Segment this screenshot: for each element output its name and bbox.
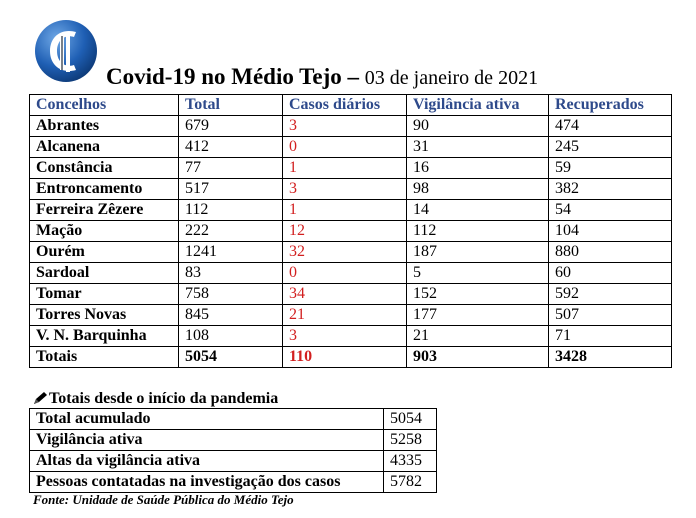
- table-cell: 21: [407, 326, 549, 347]
- summary-label: Altas da vigilância ativa: [30, 451, 384, 472]
- table-cell: 54: [549, 200, 672, 221]
- table-cell: 34: [283, 284, 407, 305]
- table-cell: 507: [549, 305, 672, 326]
- totals-cell: 903: [407, 347, 549, 368]
- table-cell: 187: [407, 242, 549, 263]
- table-cell: 108: [179, 326, 283, 347]
- table-cell: 679: [179, 116, 283, 137]
- totals-cell: 110: [283, 347, 407, 368]
- summary-label: Total acumulado: [30, 409, 384, 430]
- table-cell: 382: [549, 179, 672, 200]
- column-header: Recuperados: [549, 95, 672, 116]
- summary-table: [29, 408, 437, 493]
- table-cell: 1241: [179, 242, 283, 263]
- table-row: [30, 326, 672, 347]
- summary-title: [33, 389, 278, 409]
- table-cell: 112: [407, 221, 549, 242]
- table-cell: 77: [179, 158, 283, 179]
- table-row: [30, 158, 672, 179]
- table-cell: 0: [283, 137, 407, 158]
- table-cell: 21: [283, 305, 407, 326]
- municipality-name: Entroncamento: [30, 179, 179, 200]
- municipality-name: Ferreira Zêzere: [30, 200, 179, 221]
- table-cell: 880: [549, 242, 672, 263]
- column-header: Concelhos: [30, 95, 179, 116]
- title-text: Covid-19 no Médio Tejo –: [106, 64, 360, 89]
- summary-row: [30, 472, 437, 493]
- summary-row: [30, 409, 437, 430]
- table-row: [30, 263, 672, 284]
- table-cell: 83: [179, 263, 283, 284]
- summary-row: [30, 451, 437, 472]
- table-row: [30, 221, 672, 242]
- table-cell: 0: [283, 263, 407, 284]
- municipality-name: Constância: [30, 158, 179, 179]
- table-cell: 104: [549, 221, 672, 242]
- summary-label: Vigilância ativa: [30, 430, 384, 451]
- table-row: [30, 116, 672, 137]
- table-cell: 3: [283, 116, 407, 137]
- table-cell: 222: [179, 221, 283, 242]
- table-cell: 90: [407, 116, 549, 137]
- table-cell: 412: [179, 137, 283, 158]
- totals-cell: 3428: [549, 347, 672, 368]
- municipality-name: V. N. Barquinha: [30, 326, 179, 347]
- table-cell: 98: [407, 179, 549, 200]
- column-header: Casos diários: [283, 95, 407, 116]
- table-cell: 32: [283, 242, 407, 263]
- table-header-row: [30, 95, 672, 116]
- table-cell: 845: [179, 305, 283, 326]
- municipality-name: Mação: [30, 221, 179, 242]
- table-row: [30, 284, 672, 305]
- summary-title-text: Totais desde o início da pandemia: [49, 390, 279, 407]
- table-cell: 112: [179, 200, 283, 221]
- table-cell: 1: [283, 200, 407, 221]
- table-cell: 177: [407, 305, 549, 326]
- table-row: [30, 242, 672, 263]
- table-cell: 1: [283, 158, 407, 179]
- table-cell: 592: [549, 284, 672, 305]
- totals-row: [30, 347, 672, 368]
- municipality-name: Tomar: [30, 284, 179, 305]
- page-title: [106, 62, 538, 93]
- table-cell: 59: [549, 158, 672, 179]
- table-cell: 60: [549, 263, 672, 284]
- table-cell: 245: [549, 137, 672, 158]
- table-cell: 517: [179, 179, 283, 200]
- totals-cell: Totais: [30, 347, 179, 368]
- municipality-name: Sardoal: [30, 263, 179, 284]
- table-cell: 3: [283, 179, 407, 200]
- summary-value: 4335: [384, 451, 437, 472]
- source-note: Fonte: Unidade de Saúde Pública do Médio Tejo: [33, 492, 294, 507]
- summary-value: 5054: [384, 409, 437, 430]
- table-cell: 474: [549, 116, 672, 137]
- table-row: [30, 305, 672, 326]
- table-cell: 71: [549, 326, 672, 347]
- table-cell: 5: [407, 263, 549, 284]
- title-date: 03 de janeiro de 2021: [364, 67, 539, 89]
- table-cell: 31: [407, 137, 549, 158]
- table-row: [30, 200, 672, 221]
- table-row: [30, 179, 672, 200]
- municipality-name: Alcanena: [30, 137, 179, 158]
- table-row: [30, 137, 672, 158]
- table-cell: 12: [283, 221, 407, 242]
- summary-value: 5258: [384, 430, 437, 451]
- totals-cell: 5054: [179, 347, 283, 368]
- column-header: Total: [179, 95, 283, 116]
- logo-icon: [32, 18, 100, 84]
- table-cell: 14: [407, 200, 549, 221]
- municipality-name: Ourém: [30, 242, 179, 263]
- table-cell: 152: [407, 284, 549, 305]
- municipality-name: Abrantes: [30, 116, 179, 137]
- table-cell: 3: [283, 326, 407, 347]
- summary-value: 5782: [384, 472, 437, 493]
- table-cell: 758: [179, 284, 283, 305]
- summary-row: [30, 430, 437, 451]
- pencil-icon: [33, 391, 49, 405]
- summary-label: Pessoas contatadas na investigação dos casos: [30, 472, 384, 493]
- column-header: Vigilância ativa: [407, 95, 549, 116]
- municipality-name: Torres Novas: [30, 305, 179, 326]
- table-cell: 16: [407, 158, 549, 179]
- cases-table: [29, 94, 672, 368]
